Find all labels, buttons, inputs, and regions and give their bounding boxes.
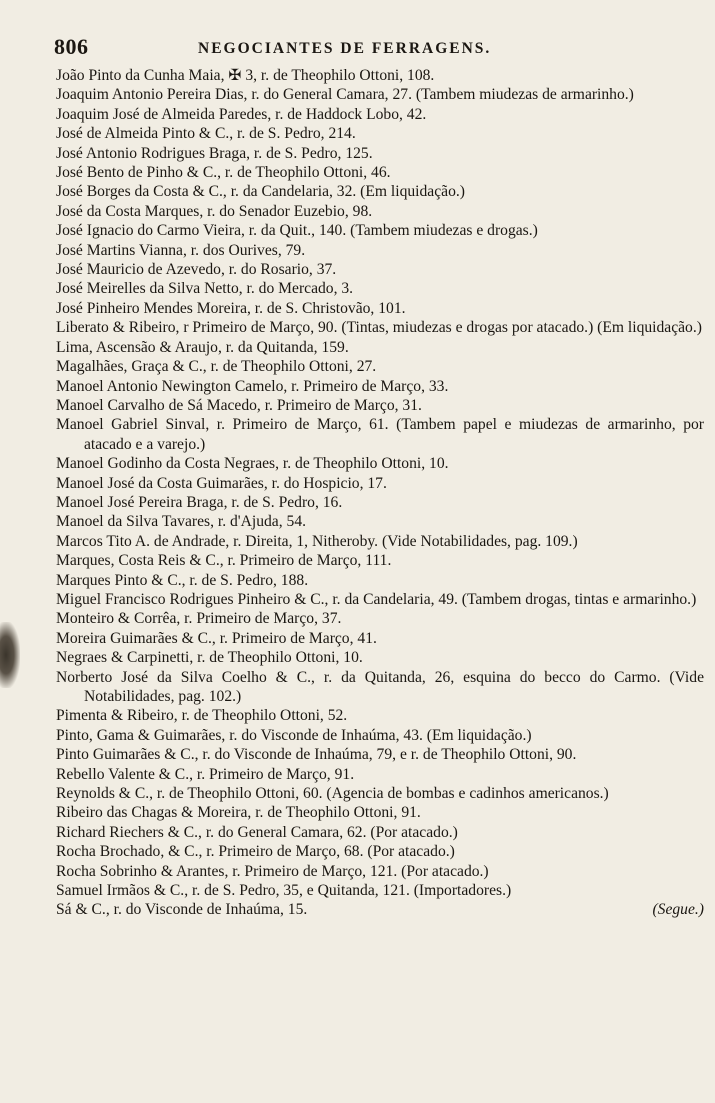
running-head-title: NEGOCIANTES DE FERRAGENS. bbox=[198, 40, 492, 57]
merchant-list bbox=[56, 66, 704, 920]
list-item: Marques Pinto & C., r. de S. Pedro, 188. bbox=[56, 571, 309, 589]
list-item: Miguel Francisco Rodrigues Pinheiro & C., r. da Candelaria, 49. (Tambem drogas, tintas e armarinho.) bbox=[56, 590, 697, 608]
list-item: Manoel Gabriel Sinval, r. Primeiro de Março, 61. (Tambem papel e miudezas de armarinho, por atacado e a varejo.) bbox=[56, 416, 704, 453]
list-item: Manoel José Pereira Braga, r. de S. Pedro, 16. bbox=[56, 493, 343, 511]
list-item: José Mauricio de Azevedo, r. do Rosario, 37. bbox=[56, 261, 337, 279]
list-item: Rebello Valente & C., r. Primeiro de Março, 91. bbox=[56, 765, 355, 783]
list-item: Reynolds & C., r. de Theophilo Ottoni, 60. (Agencia de bombas e cadinhos americanos.) bbox=[56, 785, 609, 803]
list-item: Joaquim Antonio Pereira Dias, r. do General Camara, 27. (Tambem miudezas de armarinho.) bbox=[56, 86, 634, 104]
list-item: José Antonio Rodrigues Braga, r. de S. Pedro, 125. bbox=[56, 144, 373, 162]
list-item: José Borges da Costa & C., r. da Candelaria, 32. (Em liquidação.) bbox=[56, 183, 465, 201]
page-header bbox=[50, 34, 700, 64]
list-item: Monteiro & Corrêa, r. Primeiro de Março, 37. bbox=[56, 610, 342, 628]
list-item: José Meirelles da Silva Netto, r. do Mercado, 3. bbox=[56, 280, 354, 298]
page-edge-stain bbox=[0, 622, 20, 688]
list-item: Pimenta & Ribeiro, r. de Theophilo Ottoni, 52. bbox=[56, 707, 348, 725]
page-number: 806 bbox=[54, 34, 89, 59]
list-item: Manoel Carvalho de Sá Macedo, r. Primeiro de Março, 31. bbox=[56, 396, 422, 414]
list-item: José Martins Vianna, r. dos Ourives, 79. bbox=[56, 241, 306, 259]
list-item: Norberto José da Silva Coelho & C., r. da Quitanda, 26, esquina do becco do Carmo. (Vide Notabilidades, pag. 102.) bbox=[56, 668, 704, 705]
list-item: José de Almeida Pinto & C., r. de S. Pedro, 214. bbox=[56, 125, 356, 143]
list-item: Rocha Sobrinho & Arantes, r. Primeiro de Março, 121. (Por atacado.) bbox=[56, 862, 489, 880]
list-item: Manoel da Silva Tavares, r. d'Ajuda, 54. bbox=[56, 513, 307, 531]
list-item: Richard Riechers & C., r. do General Camara, 62. (Por atacado.) bbox=[56, 823, 458, 841]
list-item: Moreira Guimarães & C., r. Primeiro de Março, 41. bbox=[56, 629, 377, 647]
list-item: Liberato & Ribeiro, r Primeiro de Março, 90. (Tintas, miudezas e drogas por atacado.) (Em liquidação.) bbox=[56, 319, 702, 337]
last-entry-text: Sá & C., r. do Visconde de Inhaúma, 15. bbox=[56, 901, 308, 919]
list-item: João Pinto da Cunha Maia, ✠ 3, r. de Theophilo Ottoni, 108. bbox=[56, 67, 435, 84]
list-item: José Pinheiro Mendes Moreira, r. de S. Christovão, 101. bbox=[56, 299, 406, 317]
list-item: Pinto, Gama & Guimarães, r. do Visconde de Inhaúma, 43. (Em liquidação.) bbox=[56, 726, 532, 744]
list-item: Marcos Tito A. de Andrade, r. Direita, 1, Nitheroby. (Vide Notabilidades, pag. 109.) bbox=[56, 532, 578, 550]
list-item: Manoel Godinho da Costa Negraes, r. de Theophilo Ottoni, 10. bbox=[56, 455, 449, 473]
list-item: Magalhães, Graça & C., r. de Theophilo Ottoni, 27. bbox=[56, 358, 377, 376]
list-item: José Ignacio do Carmo Vieira, r. da Quit., 140. (Tambem miudezas e drogas.) bbox=[56, 222, 538, 240]
list-item: Negraes & Carpinetti, r. de Theophilo Ottoni, 10. bbox=[56, 649, 363, 667]
list-item: Joaquim José de Almeida Paredes, r. de Haddock Lobo, 42. bbox=[56, 105, 427, 123]
continuation-note: (Segue.) bbox=[652, 901, 704, 919]
list-item: Manoel Antonio Newington Camelo, r. Primeiro de Março, 33. bbox=[56, 377, 449, 395]
list-item: José Bento de Pinho & C., r. de Theophilo Ottoni, 46. bbox=[56, 164, 391, 182]
list-item: Pinto Guimarães & C., r. do Visconde de Inhaúma, 79, e r. de Theophilo Ottoni, 90. bbox=[56, 746, 577, 764]
list-item: Marques, Costa Reis & C., r. Primeiro de Março, 111. bbox=[56, 552, 392, 570]
list-item: Lima, Ascensão & Araujo, r. da Quitanda, 159. bbox=[56, 338, 349, 356]
list-item: José da Costa Marques, r. do Senador Euzebio, 98. bbox=[56, 202, 373, 220]
list-item: Ribeiro das Chagas & Moreira, r. de Theophilo Ottoni, 91. bbox=[56, 804, 421, 822]
list-item-last bbox=[56, 900, 704, 919]
list-item: Manoel José da Costa Guimarães, r. do Hospicio, 17. bbox=[56, 474, 387, 492]
list-item: Rocha Brochado, & C., r. Primeiro de Março, 68. (Por atacado.) bbox=[56, 843, 455, 861]
list-item: Samuel Irmãos & C., r. de S. Pedro, 35, e Quitanda, 121. (Importadores.) bbox=[56, 882, 512, 900]
